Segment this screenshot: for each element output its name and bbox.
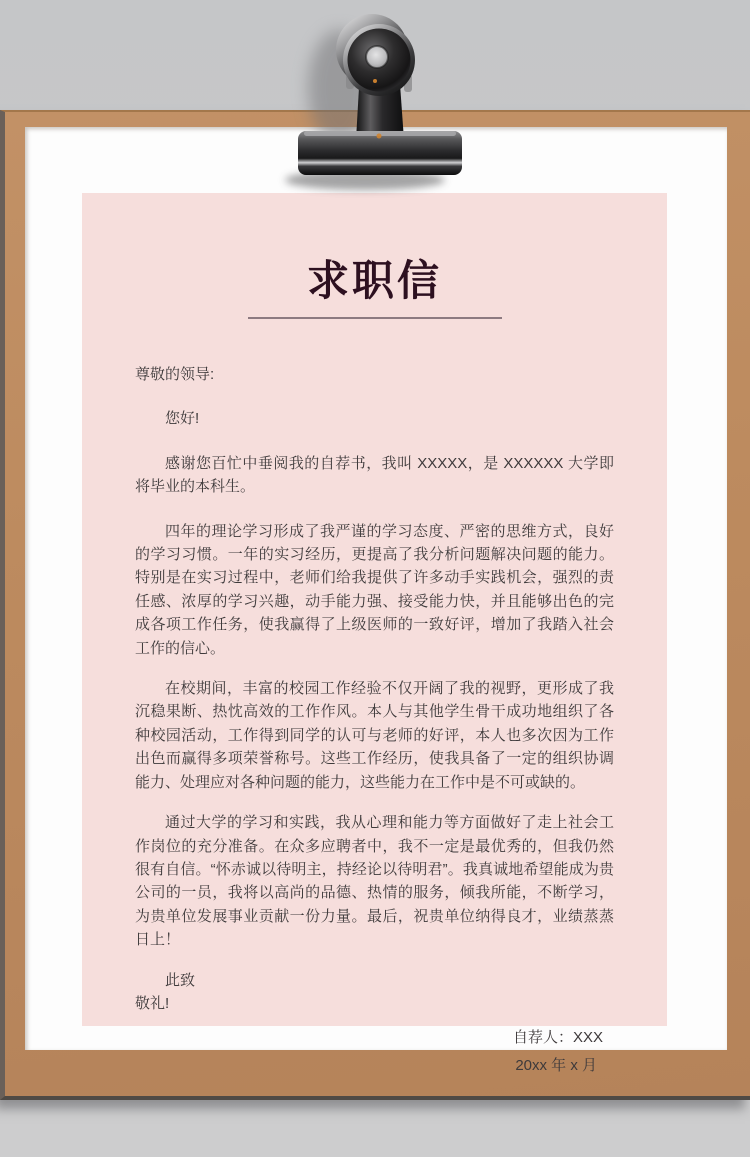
signature-line: 自荐人：XXX <box>512 1029 603 1047</box>
paragraph-wish: 通过大学的学习和实践，我从心理和能力等方面做好了走上社会工作岗位的充分准备。在众多应聘者中，我不一定是最优秀的，但我仍然很有自信。“怀赤诚以待明主，持经论以待明君”。我真诚地希望能成为贵公司的一员，我将以高尚的品德、热情的服务，倾我所能，不断学习，为贵单位发展事业贡献一份力量。最后，祝贵单位纳得良才，业绩蒸蒸日上！ <box>135 814 614 949</box>
closing-jingli: 敬礼! <box>135 994 170 1012</box>
salutation: 尊敬的领导: <box>135 366 215 383</box>
binder-clip <box>280 0 480 195</box>
title-underline <box>248 317 502 319</box>
date-line: 20xx 年 x 月 <box>515 1057 597 1075</box>
signoff-block <box>135 1024 614 1080</box>
greeting: 您好! <box>165 410 200 428</box>
closing-cizhi: 此致 <box>165 971 196 989</box>
clip-glint-lower <box>377 134 382 139</box>
letter-panel <box>82 193 667 1075</box>
paragraph-study: 四年的理论学习形成了我严谨的学习态度、严密的思维方式，良好的学习习惯。一年的实习经历，更提高了我分析问题解决问题的能力。特别是在实习过程中，老师们给我提供了许多动手实践机会，强烈的责任感、浓厚的学习兴趣，动手能力强、接受能力快，并且能够出色的完成各项工作任务，使我赢得了上级医师的一致好评，增加了我踏入社会工作的信心。 <box>135 522 614 657</box>
paragraph-intro: 感谢您百忙中垂阅我的自荐书，我叫 XXXXX，是 XXXXXX 大学即将毕业的本科生。 <box>135 454 614 496</box>
clip-glint-upper <box>373 79 377 83</box>
letter-title: 求职信 <box>306 257 442 304</box>
letter-paper <box>25 127 727 1075</box>
paragraph-campus: 在校期间，丰富的校园工作经验不仅开阔了我的视野，更形成了我沉稳果断、热忱高效的工作作风。本人与其他学生骨干成功地组织了各种校园活动，工作得到同学的认可与老师的好评，本人也多次因为工作出色而赢得多项荣誉称号。这些工作经历，使我具备了一定的组织协调能力、处理应对各种问题的能力，这些能力在工作中是不可或缺的。 <box>135 680 614 791</box>
